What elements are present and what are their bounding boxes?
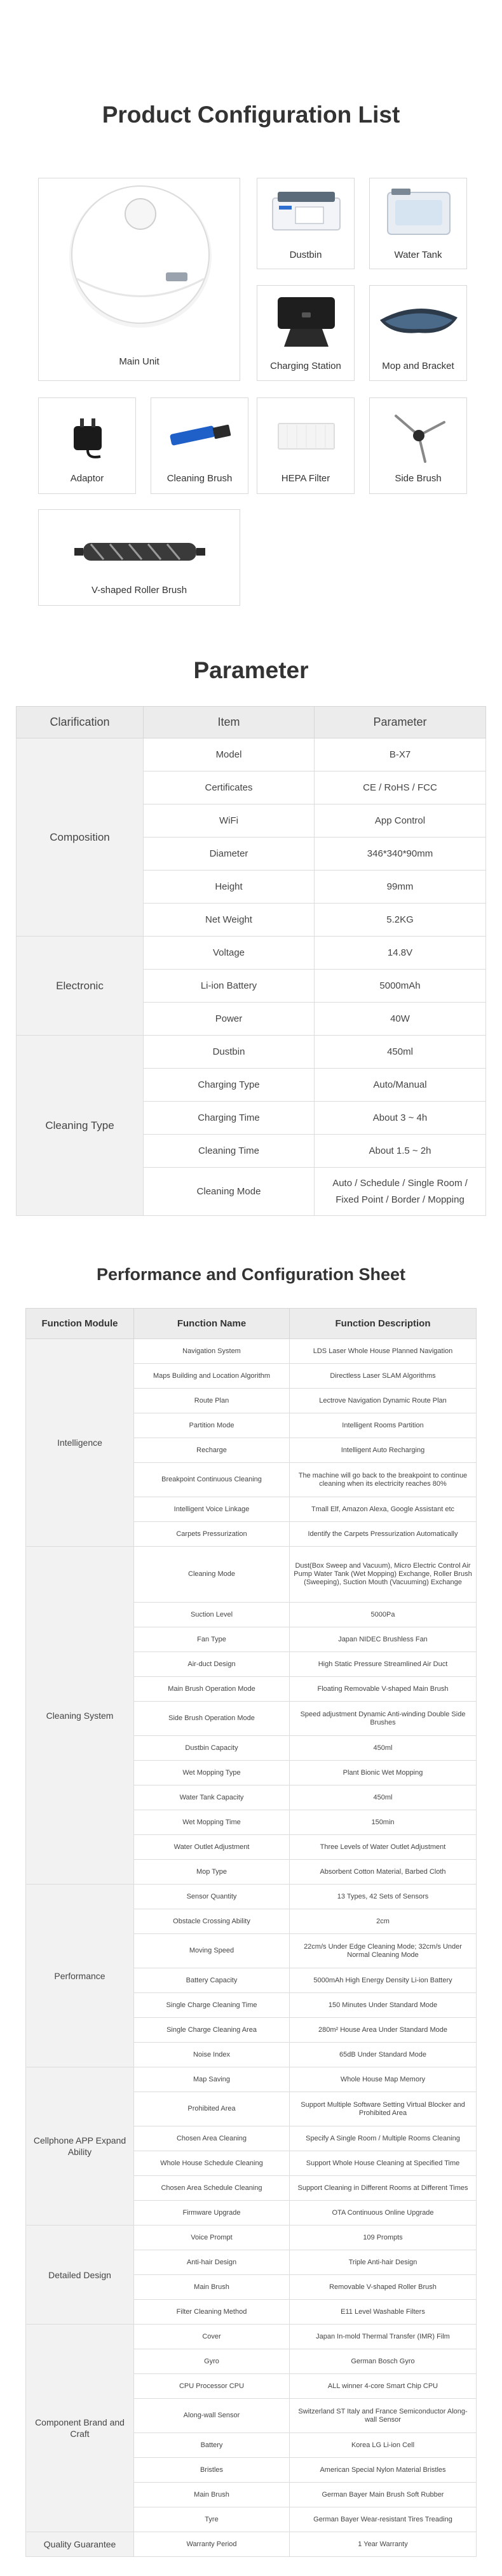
function-name-cell: Cover	[134, 2325, 290, 2349]
function-name-cell: Along-wall Sensor	[134, 2399, 290, 2433]
cleaning-brush-icon	[164, 417, 236, 455]
mop-bracket-icon	[376, 298, 461, 349]
table-row	[26, 1547, 477, 1603]
function-desc-cell: 450ml	[290, 1785, 477, 1810]
function-desc-cell: German Bayer Main Brush Soft Rubber	[290, 2483, 477, 2507]
function-desc-cell: Whole House Map Memory	[290, 2067, 477, 2092]
robot-vacuum-icon	[64, 184, 217, 336]
performance-title: Performance and Configuration Sheet	[96, 1265, 406, 1284]
function-desc-cell: Floating Removable V-shaped Main Brush	[290, 1677, 477, 1702]
config-card-water-tank	[369, 178, 467, 269]
function-name-cell: Intelligent Voice Linkage	[134, 1497, 290, 1522]
function-name-cell: Water Tank Capacity	[134, 1785, 290, 1810]
function-desc-cell: Japan NIDEC Brushless Fan	[290, 1627, 477, 1652]
config-card-charging-station	[257, 285, 355, 381]
group-cell: Cleaning Type	[17, 1036, 144, 1216]
function-desc-cell: 5000Pa	[290, 1603, 477, 1627]
function-name-cell: Carpets Pressurization	[134, 1522, 290, 1547]
function-name-cell: Voice Prompt	[134, 2226, 290, 2250]
column-header: Function Module	[26, 1309, 134, 1339]
function-desc-cell: 2cm	[290, 1909, 477, 1934]
function-desc-cell: 150min	[290, 1810, 477, 1835]
value-cell: About 1.5 ~ 2h	[315, 1135, 486, 1168]
table-row	[26, 2067, 477, 2092]
function-name-cell: Air-duct Design	[134, 1652, 290, 1677]
function-desc-cell: Intelligent Auto Recharging	[290, 1438, 477, 1463]
value-cell: B-X7	[315, 738, 486, 771]
function-name-cell: Single Charge Cleaning Time	[134, 1993, 290, 2018]
function-desc-cell: Lectrove Navigation Dynamic Route Plan	[290, 1389, 477, 1413]
function-desc-cell: 5000mAh High Energy Density Li-ion Battery	[290, 1968, 477, 1993]
function-desc-cell: LDS Laser Whole House Planned Navigation	[290, 1339, 477, 1364]
group-cell: Intelligence	[26, 1339, 134, 1547]
group-cell: Electronic	[17, 937, 144, 1036]
function-desc-cell: 22cm/s Under Edge Cleaning Mode; 32cm/s Under Normal Cleaning Mode	[290, 1934, 477, 1968]
function-name-cell: Prohibited Area	[134, 2092, 290, 2126]
config-card-dustbin	[257, 178, 355, 269]
function-name-cell: Side Brush Operation Mode	[134, 1702, 290, 1736]
function-name-cell: Whole House Schedule Cleaning	[134, 2151, 290, 2176]
function-desc-cell: 13 Types, 42 Sets of Sensors	[290, 1885, 477, 1909]
parameter-header-row	[17, 707, 486, 738]
group-cell: Cellphone APP Expand Ability	[26, 2067, 134, 2226]
item-cell: Dustbin	[144, 1036, 315, 1069]
function-name-cell: Suction Level	[134, 1603, 290, 1627]
function-desc-cell: High Static Pressure Streamlined Air Duct	[290, 1652, 477, 1677]
charging-station-icon	[271, 293, 341, 350]
table-row	[17, 738, 486, 771]
function-name-cell: Recharge	[134, 1438, 290, 1463]
function-desc-cell: Japan In-mold Thermal Transfer (IMR) Film	[290, 2325, 477, 2349]
function-desc-cell: Dust(Box Sweep and Vacuum), Micro Electric Control Air Pump Water Tank (Wet Mopping) Exchange, Roller Brush (Sweeping), Suction Mouth (Vacuuming) Exchange	[290, 1547, 477, 1603]
function-name-cell: Maps Building and Location Algorithm	[134, 1364, 290, 1389]
function-name-cell: Main Brush Operation Mode	[134, 1677, 290, 1702]
side-brush-icon	[387, 407, 451, 464]
config-label: Charging Station	[270, 361, 341, 371]
function-name-cell: Breakpoint Continuous Cleaning	[134, 1463, 290, 1497]
function-desc-cell: Support Cleaning in Different Rooms at Different Times	[290, 2176, 477, 2201]
function-desc-cell: Absorbent Cotton Material, Barbed Cloth	[290, 1860, 477, 1885]
function-desc-cell: 450ml	[290, 1736, 477, 1761]
column-header: Parameter	[315, 707, 486, 738]
function-desc-cell: Speed adjustment Dynamic Anti-winding Double Side Brushes	[290, 1702, 477, 1736]
table-row	[26, 2226, 477, 2250]
function-name-cell: Bristles	[134, 2458, 290, 2483]
function-name-cell: Warranty Period	[134, 2532, 290, 2557]
config-card-hepa-filter	[257, 397, 355, 494]
item-cell: Certificates	[144, 771, 315, 804]
table-row	[26, 1885, 477, 1909]
value-cell: 5000mAh	[315, 970, 486, 1003]
performance-table	[25, 1308, 477, 2557]
column-header: Item	[144, 707, 315, 738]
function-desc-cell: ALL winner 4-core Smart Chip CPU	[290, 2374, 477, 2399]
function-name-cell: Dustbin Capacity	[134, 1736, 290, 1761]
config-card-adaptor	[38, 397, 136, 494]
parameter-table	[16, 706, 486, 1216]
group-cell: Cleaning System	[26, 1547, 134, 1885]
function-desc-cell: Tmall Elf, Amazon Alexa, Google Assistant etc	[290, 1497, 477, 1522]
table-row	[17, 937, 486, 970]
function-name-cell: Chosen Area Cleaning	[134, 2126, 290, 2151]
dustbin-icon	[270, 188, 343, 239]
function-desc-cell: 280m² House Area Under Standard Mode	[290, 2018, 477, 2043]
config-label: Main Unit	[119, 356, 159, 367]
item-cell: Height	[144, 871, 315, 904]
item-cell: Diameter	[144, 838, 315, 871]
function-name-cell: Partition Mode	[134, 1413, 290, 1438]
function-desc-cell: Intelligent Rooms Partition	[290, 1413, 477, 1438]
performance-header-row	[26, 1309, 477, 1339]
function-name-cell: Moving Speed	[134, 1934, 290, 1968]
function-desc-cell: 109 Prompts	[290, 2226, 477, 2250]
item-cell: Model	[144, 738, 315, 771]
column-header: Function Name	[134, 1309, 290, 1339]
function-desc-cell: Identify the Carpets Pressurization Automatically	[290, 1522, 477, 1547]
function-desc-cell: American Special Nylon Material Bristles	[290, 2458, 477, 2483]
function-desc-cell: Triple Anti-hair Design	[290, 2250, 477, 2275]
hepa-filter-icon	[275, 417, 338, 455]
item-cell: Power	[144, 1003, 315, 1036]
function-name-cell: Noise Index	[134, 2043, 290, 2067]
function-name-cell: Main Brush	[134, 2483, 290, 2507]
function-name-cell: CPU Processor CPU	[134, 2374, 290, 2399]
function-desc-cell: Support Whole House Cleaning at Specified Time	[290, 2151, 477, 2176]
function-name-cell: Sensor Quantity	[134, 1885, 290, 1909]
config-label: Side Brush	[395, 473, 442, 484]
function-desc-cell: Removable V-shaped Roller Brush	[290, 2275, 477, 2300]
function-name-cell: Firmware Upgrade	[134, 2201, 290, 2226]
table-row	[26, 1339, 477, 1364]
item-cell: Li-ion Battery	[144, 970, 315, 1003]
item-cell: WiFi	[144, 804, 315, 838]
config-label: Water Tank	[394, 250, 442, 260]
group-cell: Component Brand and Craft	[26, 2325, 134, 2532]
value-cell: CE / RoHS / FCC	[315, 771, 486, 804]
config-title: Product Configuration List	[102, 102, 400, 128]
value-cell: 450ml	[315, 1036, 486, 1069]
value-cell: 40W	[315, 1003, 486, 1036]
roller-brush-icon	[72, 534, 208, 570]
config-card-mop-bracket	[369, 285, 467, 381]
function-desc-cell: Directless Laser SLAM Algorithms	[290, 1364, 477, 1389]
config-card-roller-brush	[38, 509, 240, 606]
value-cell: 99mm	[315, 871, 486, 904]
function-desc-cell: Korea LG Li-ion Cell	[290, 2433, 477, 2458]
value-cell: About 3 ~ 4h	[315, 1102, 486, 1135]
function-name-cell: Battery Capacity	[134, 1968, 290, 1993]
column-header: Function Description	[290, 1309, 477, 1339]
item-cell: Charging Time	[144, 1102, 315, 1135]
function-name-cell: Mop Type	[134, 1860, 290, 1885]
function-desc-cell: E11 Level Washable Filters	[290, 2300, 477, 2325]
value-cell: App Control	[315, 804, 486, 838]
function-name-cell: Fan Type	[134, 1627, 290, 1652]
function-name-cell: Wet Mopping Type	[134, 1761, 290, 1785]
function-desc-cell: German Bayer Wear-resistant Tires Treading	[290, 2507, 477, 2532]
function-name-cell: Main Brush	[134, 2275, 290, 2300]
group-cell: Detailed Design	[26, 2226, 134, 2325]
table-row	[26, 2532, 477, 2557]
adaptor-icon	[62, 412, 113, 460]
parameter-title: Parameter	[193, 657, 309, 683]
config-card-main-unit	[38, 178, 240, 381]
function-name-cell: Wet Mopping Time	[134, 1810, 290, 1835]
function-desc-cell: Plant Bionic Wet Mopping	[290, 1761, 477, 1785]
function-name-cell: Filter Cleaning Method	[134, 2300, 290, 2325]
function-name-cell: Obstacle Crossing Ability	[134, 1909, 290, 1934]
function-name-cell: Water Outlet Adjustment	[134, 1835, 290, 1860]
function-desc-cell: OTA Continuous Online Upgrade	[290, 2201, 477, 2226]
function-desc-cell: Support Multiple Software Setting Virtual Blocker and Prohibited Area	[290, 2092, 477, 2126]
value-cell: Auto / Schedule / Single Room / Fixed Point / Border / Mopping	[315, 1168, 486, 1216]
function-name-cell: Route Plan	[134, 1389, 290, 1413]
column-header: Clarification	[17, 707, 144, 738]
function-name-cell: Single Charge Cleaning Area	[134, 2018, 290, 2043]
function-desc-cell: German Bosch Gyro	[290, 2349, 477, 2374]
group-cell: Composition	[17, 738, 144, 937]
item-cell: Cleaning Mode	[144, 1168, 315, 1216]
config-label: Dustbin	[289, 250, 322, 260]
config-card-cleaning-brush	[151, 397, 248, 494]
config-label: Adaptor	[70, 473, 104, 484]
value-cell: Auto/Manual	[315, 1069, 486, 1102]
item-cell: Charging Type	[144, 1069, 315, 1102]
function-desc-cell: Three Levels of Water Outlet Adjustment	[290, 1835, 477, 1860]
function-name-cell: Battery	[134, 2433, 290, 2458]
group-cell: Performance	[26, 1885, 134, 2067]
config-label: Mop and Bracket	[382, 361, 454, 371]
config-label: V-shaped Roller Brush	[91, 585, 187, 596]
function-name-cell: Cleaning Mode	[134, 1547, 290, 1603]
function-name-cell: Chosen Area Schedule Cleaning	[134, 2176, 290, 2201]
function-desc-cell: Switzerland ST Italy and France Semiconductor Along-wall Sensor	[290, 2399, 477, 2433]
item-cell: Voltage	[144, 937, 315, 970]
value-cell: 346*340*90mm	[315, 838, 486, 871]
function-desc-cell: 1 Year Warranty	[290, 2532, 477, 2557]
item-cell: Cleaning Time	[144, 1135, 315, 1168]
config-label: Cleaning Brush	[166, 473, 233, 484]
function-name-cell: Tyre	[134, 2507, 290, 2532]
value-cell: 14.8V	[315, 937, 486, 970]
function-desc-cell: Specify A Single Room / Multiple Rooms Cleaning	[290, 2126, 477, 2151]
table-row	[17, 1036, 486, 1069]
table-row	[26, 2325, 477, 2349]
config-card-side-brush	[369, 397, 467, 494]
function-name-cell: Map Saving	[134, 2067, 290, 2092]
function-name-cell: Navigation System	[134, 1339, 290, 1364]
function-desc-cell: 150 Minutes Under Standard Mode	[290, 1993, 477, 2018]
function-desc-cell: 65dB Under Standard Mode	[290, 2043, 477, 2067]
function-desc-cell: The machine will go back to the breakpoint to continue cleaning when its electricity reaches 80%	[290, 1463, 477, 1497]
item-cell: Net Weight	[144, 904, 315, 937]
value-cell: 5.2KG	[315, 904, 486, 937]
function-name-cell: Anti-hair Design	[134, 2250, 290, 2275]
config-label: HEPA Filter	[281, 473, 330, 484]
water-tank-icon	[383, 186, 455, 241]
function-name-cell: Gyro	[134, 2349, 290, 2374]
group-cell: Quality Guarantee	[26, 2532, 134, 2557]
